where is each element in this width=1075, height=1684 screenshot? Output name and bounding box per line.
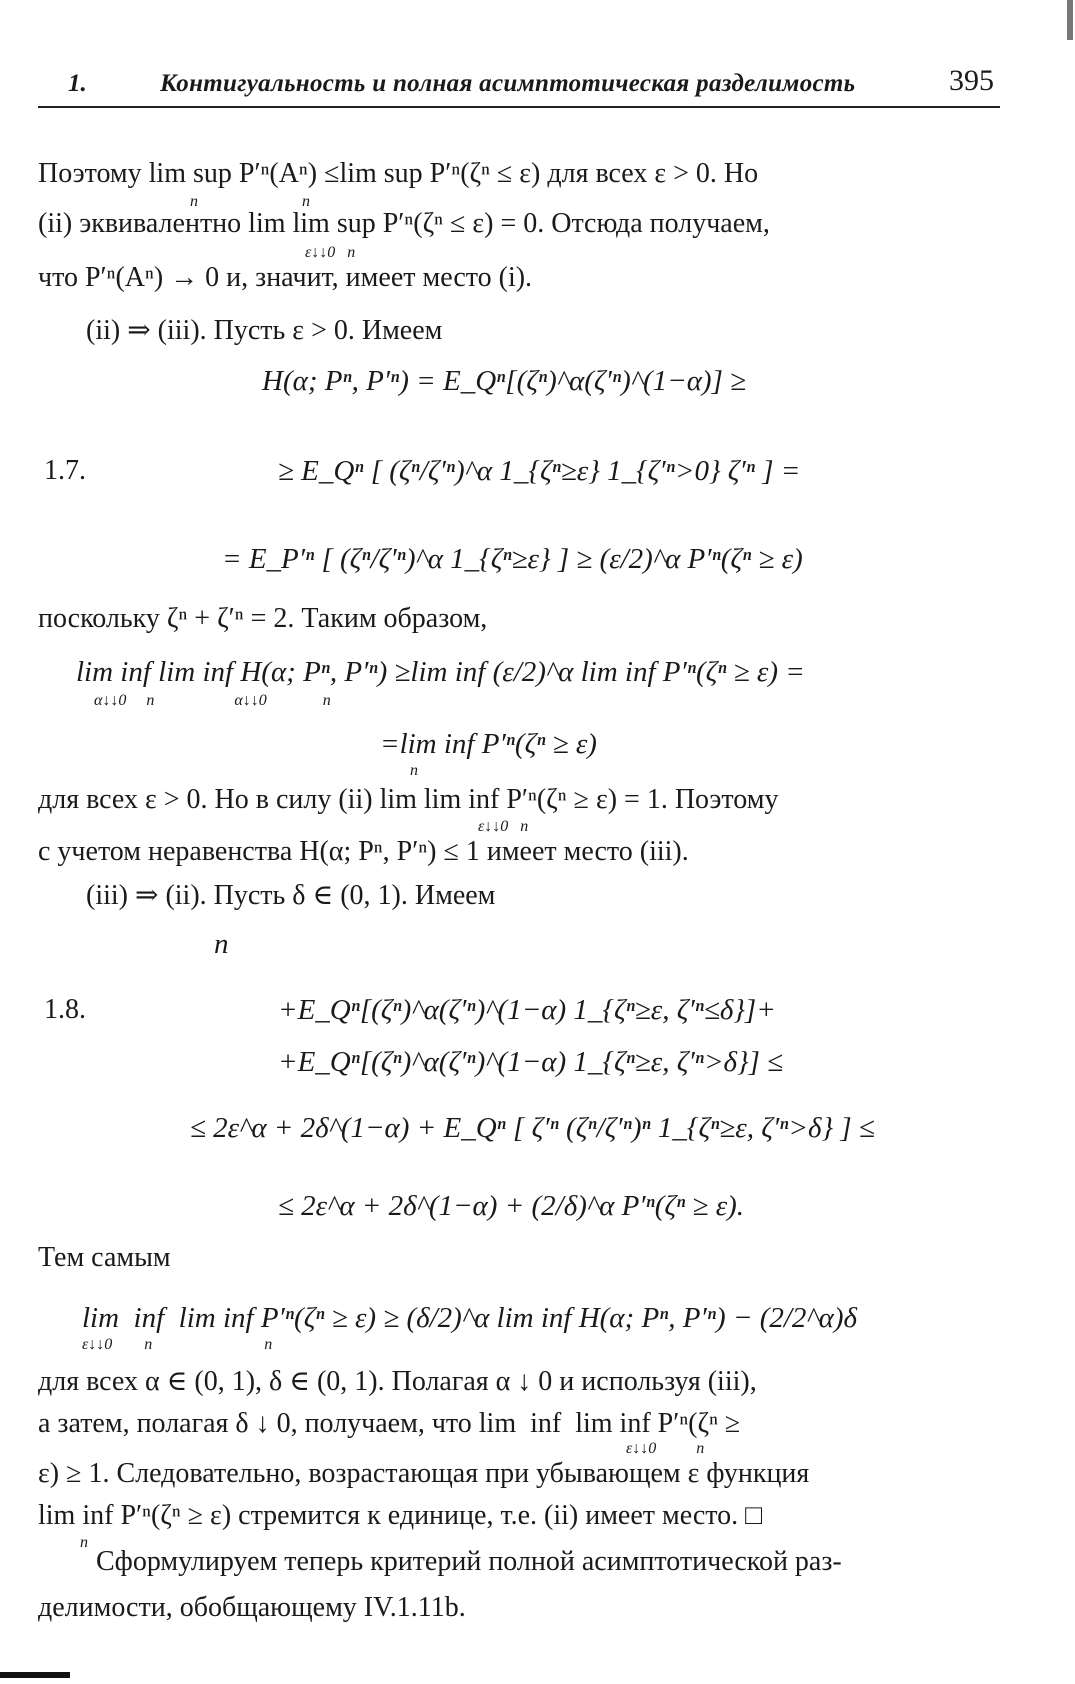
- equation-1: H(α; Pⁿ, P′ⁿ) = E_Qⁿ[(ζⁿ)^α(ζ′ⁿ)^(1−α)] ≥: [262, 365, 747, 397]
- text-line-5: поскольку ζⁿ + ζ′ⁿ = 2. Таким образом,: [38, 603, 488, 634]
- subscript-line-11: ε↓↓0 n: [626, 1440, 705, 1457]
- section-number: 1.: [68, 70, 87, 97]
- text-line-2: (ii) эквивалентно lim lim sup P′ⁿ(ζⁿ ≤ ε) = 0. Отсюда получаем,: [38, 208, 770, 239]
- equation-5: =lim inf P′ⁿ(ζⁿ ≥ ε): [380, 728, 597, 760]
- text-line-9: Тем самым: [38, 1242, 171, 1273]
- equation-number-1-7: 1.7.: [44, 455, 86, 486]
- equation-6: n: [214, 928, 229, 960]
- subscript-line-6: ε↓↓0 n: [478, 818, 529, 835]
- scan-artifact-bar: [0, 1672, 70, 1678]
- running-title: Контигуальность и полная асимптотическая разделимость: [160, 70, 856, 97]
- equation-2: ≥ E_Qⁿ [ (ζⁿ/ζ′ⁿ)^α 1_{ζⁿ≥ε} 1_{ζ′ⁿ>0} ζ′ⁿ ] =: [278, 455, 801, 487]
- subscript-line-1: n n: [190, 193, 310, 210]
- equation-11: lim inf lim inf P′ⁿ(ζⁿ ≥ ε) ≥ (δ/2)^α lim inf H(α; Pⁿ, P′ⁿ) − (2/2^α)δ: [82, 1302, 858, 1334]
- text-line-3: что P′ⁿ(Aⁿ) → 0 и, значит, имеет место (i).: [38, 262, 533, 293]
- text-line-7: с учетом неравенства H(α; Pⁿ, P′ⁿ) ≤ 1 имеет место (iii).: [38, 836, 689, 867]
- text-line-12: ε) ≥ 1. Следовательно, возрастающая при убывающем ε функция: [38, 1458, 810, 1489]
- equation-5-subscript: n: [410, 762, 418, 779]
- equation-9: ≤ 2ε^α + 2δ^(1−α) + E_Qⁿ [ ζ′ⁿ (ζⁿ/ζ′ⁿ)ⁿ 1_{ζⁿ≥ε, ζ′ⁿ>δ} ] ≤: [190, 1112, 875, 1144]
- text-line-8: (iii) ⇒ (ii). Пусть δ ∈ (0, 1). Имеем: [86, 880, 496, 911]
- equation-7: +E_Qⁿ[(ζⁿ)^α(ζ′ⁿ)^(1−α) 1_{ζⁿ≥ε, ζ′ⁿ≤δ}]+: [278, 994, 776, 1026]
- text-line-10: для всех α ∈ (0, 1), δ ∈ (0, 1). Полагая α ↓ 0 и используя (iii),: [38, 1366, 757, 1397]
- text-line-13: lim inf P′ⁿ(ζⁿ ≥ ε) стремится к единице, т.е. (ii) имеет место. □: [38, 1500, 763, 1531]
- page-number: 395: [949, 64, 994, 97]
- text-line-11: а затем, полагая δ ↓ 0, получаем, что lim inf lim inf P′ⁿ(ζⁿ ≥: [38, 1408, 741, 1439]
- equation-8: +E_Qⁿ[(ζⁿ)^α(ζ′ⁿ)^(1−α) 1_{ζⁿ≥ε, ζ′ⁿ>δ}] ≤: [278, 1046, 784, 1078]
- equation-10: ≤ 2ε^α + 2δ^(1−α) + (2/δ)^α P′ⁿ(ζⁿ ≥ ε).: [278, 1190, 745, 1222]
- page-edge-mark: [1067, 0, 1073, 40]
- equation-3: = E_P′ⁿ [ (ζⁿ/ζ′ⁿ)^α 1_{ζⁿ≥ε} ] ≥ (ε/2)^α P′ⁿ(ζⁿ ≥ ε): [222, 543, 803, 575]
- text-line-4: (ii) ⇒ (iii). Пусть ε > 0. Имеем: [86, 315, 443, 346]
- text-line-14: Сформулируем теперь критерий полной асимптотической раз-: [96, 1546, 842, 1577]
- equation-4: lim inf lim inf H(α; Pⁿ, P′ⁿ) ≥lim inf (ε/2)^α lim inf P′ⁿ(ζⁿ ≥ ε) =: [76, 656, 805, 688]
- subscript-line-13: n: [80, 1534, 88, 1551]
- text-line-1: Поэтому lim sup P′ⁿ(Aⁿ) ≤lim sup P′ⁿ(ζⁿ ≤ ε) для всех ε > 0. Но: [38, 158, 759, 189]
- equation-4-subscripts: α↓↓0 n α↓↓0 n: [94, 692, 331, 709]
- running-header: [38, 62, 1000, 108]
- text-line-15: делимости, обобщающему IV.1.11b.: [38, 1592, 466, 1623]
- equation-number-1-8: 1.8.: [44, 994, 86, 1025]
- subscript-line-2: ε↓↓0 n: [305, 244, 356, 261]
- equation-11-subscripts: ε↓↓0 n n: [82, 1336, 273, 1353]
- text-line-6: для всех ε > 0. Но в силу (ii) lim lim inf P′ⁿ(ζⁿ ≥ ε) = 1. Поэтому: [38, 784, 779, 815]
